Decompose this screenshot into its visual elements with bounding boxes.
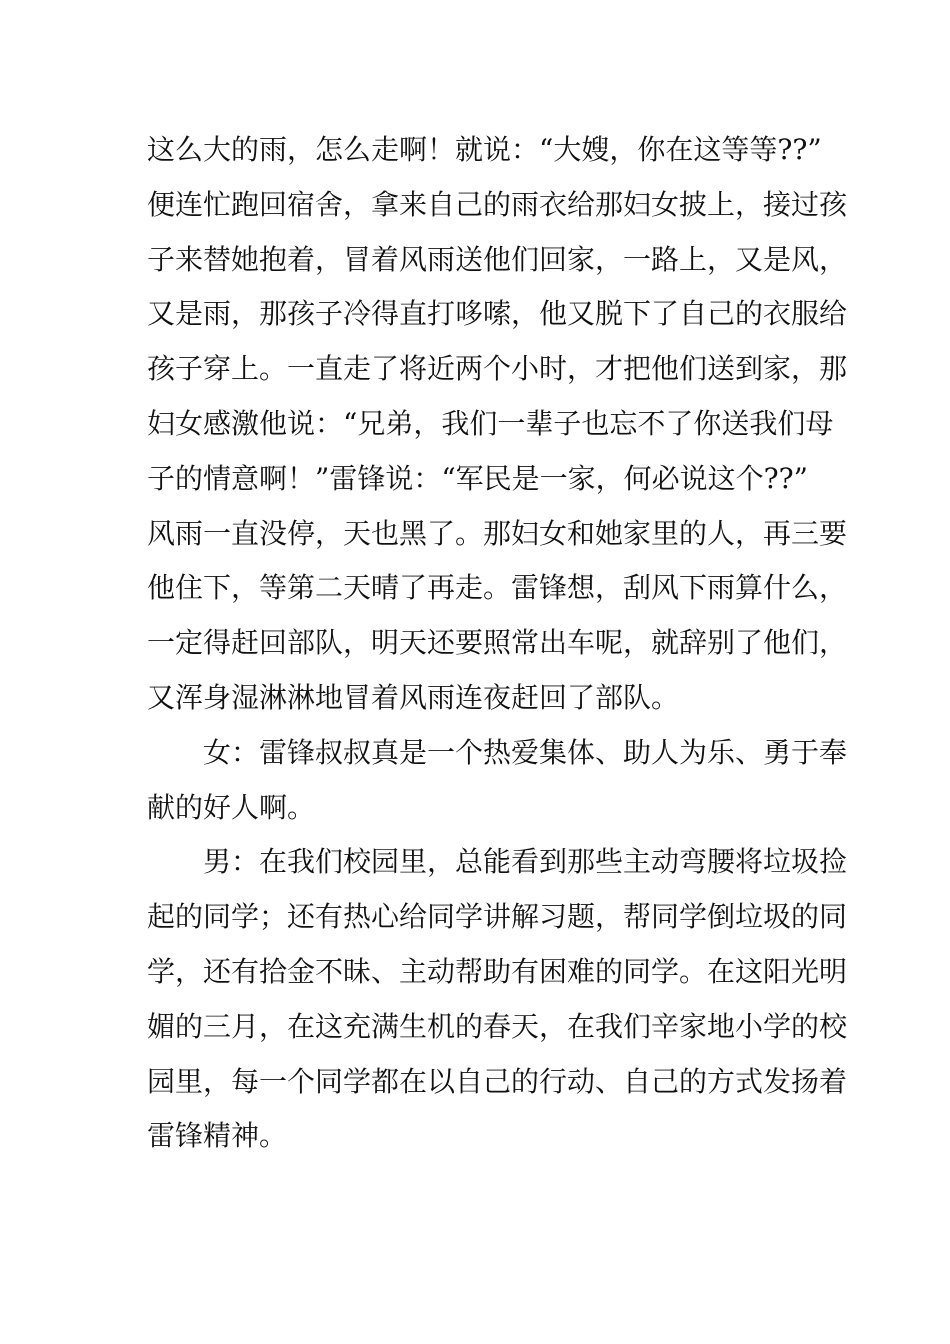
text-line: 风雨一直没停，天也黑了。那妇女和她家里的人，再三要	[147, 516, 848, 550]
text-line: 他住下，等第二天晴了再走。雷锋想，刮风下雨算什么，	[147, 571, 848, 605]
text-line: 又浑身湿淋淋地冒着风雨连夜赶回了部队。	[147, 680, 680, 714]
text-line: 子来替她抱着，冒着风雨送他们回家，一路上，又是风，	[147, 242, 848, 276]
text-line: 这么大的雨，怎么走啊！就说：“大嫂，你在这等等??”	[147, 133, 822, 166]
document-body	[147, 123, 848, 1164]
text-line: 妇女感激他说：“兄弟，我们一辈子也忘不了你送我们母	[147, 406, 834, 440]
text-line: 孩子穿上。一直走了将近两个小时，才把他们送到家，那	[147, 352, 848, 386]
text-line: 又是雨，那孩子冷得直打哆嗦，他又脱下了自己的衣服给	[147, 297, 848, 331]
text-line: 便连忙跑回宿舍，拿来自己的雨衣给那妇女披上，接过孩	[147, 187, 848, 221]
text-line: 媚的三月，在这充满生机的春天，在我们辛家地小学的校	[147, 1009, 848, 1043]
text-line: 献的好人啊。	[147, 790, 316, 824]
paragraph-start-line: 女：雷锋叔叔真是一个热爱集体、助人为乐、勇于奉	[203, 735, 848, 769]
text-line: 学，还有拾金不昧、主动帮助有困难的同学。在这阳光明	[147, 954, 848, 988]
text-line: 雷锋精神。	[147, 1119, 288, 1153]
text-line: 子的情意啊！”雷锋说：“军民是一家，何必说这个??”	[147, 461, 808, 495]
text-line: 一定得赶回部队，明天还要照常出车呢，就辞别了他们，	[147, 626, 848, 660]
paragraph-start-line: 男：在我们校园里，总能看到那些主动弯腰将垃圾捡	[203, 845, 848, 879]
text-line: 起的同学；还有热心给同学讲解习题，帮同学倒垃圾的同	[147, 900, 848, 934]
text-line: 园里，每一个同学都在以自己的行动、自己的方式发扬着	[147, 1064, 848, 1098]
